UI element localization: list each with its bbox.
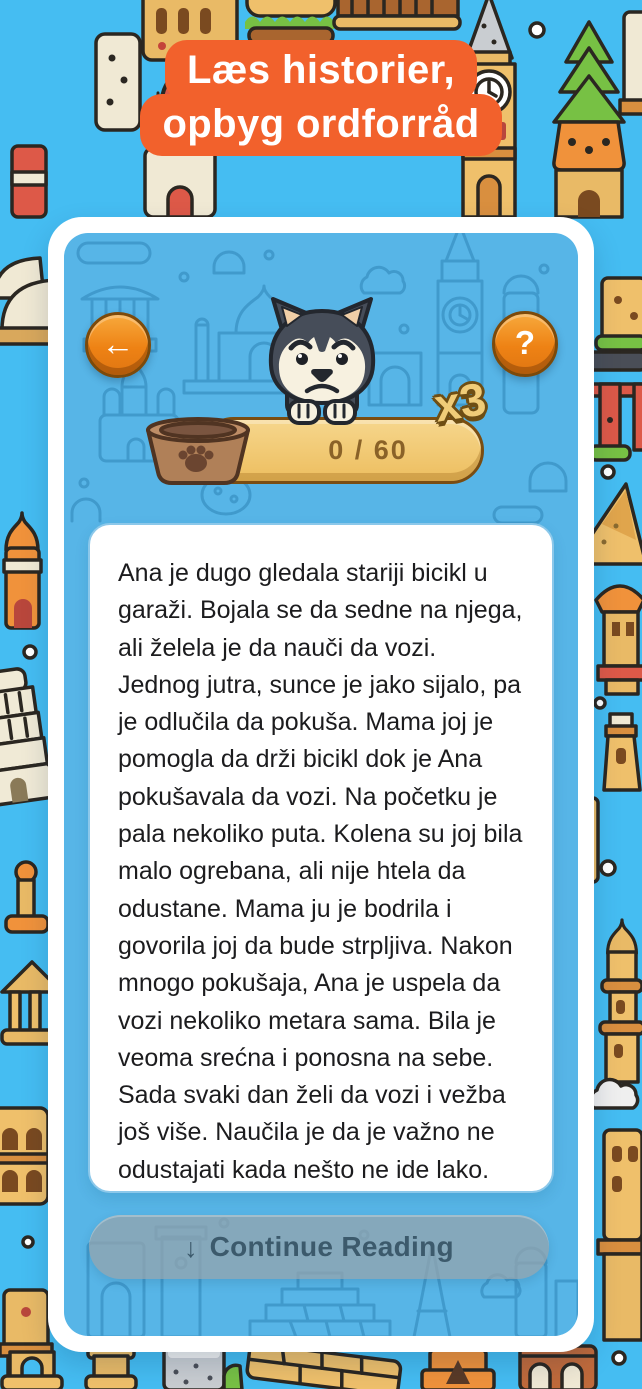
red-tower-illustration [12,146,46,217]
lighthouse-illustration [604,714,640,790]
left-minaret-illustration [4,513,41,628]
cloud-illustration [591,1080,638,1108]
back-arrow-icon: ← [101,324,135,362]
app-header [0,40,642,156]
header-title-line1: Læs historier, [165,40,477,102]
right-pagoda-illustration [596,586,642,694]
question-mark-icon: ? [514,323,536,361]
right-building-illustration [596,278,642,350]
story-card[interactable] [88,523,554,1193]
right-bottom-building-illustration [598,1130,642,1340]
ziggurat-illustration [422,1350,494,1389]
pillar-illustration [86,1348,136,1389]
pisa-tower-illustration [0,666,54,805]
story-text: Ana je dugo gledala stariji bicikl u garaži. Bojala se da sedne na njega, ali želela je da nauči da vozi. Jednog jutra, sunce je jako sijalo, pa je odlučila da pokuša. Mama joj je pomogla da drži bicikl dok je Ana pokušavala da vozi. Na početku je pala nekoliko puta. Kolena su joj bila malo ogrebana, ali nije htela da odustane. Mama ju je bodrila i govorila joj da bude strpljiva. Nakon mnogo pokušaja, Ana je uspela da vozi nekoliko metara sama. Bila je veoma srećna i ponosna na sebe. Sada svaki dan želi da vozi i vežba još više. Naučila je da je važno ne odustajati kada nešto ne ide lako. [118,559,523,1184]
continue-reading-label: Continue Reading [209,1231,454,1262]
tiered-tower-illustration [600,920,642,1082]
street-lamp-illustration [6,862,48,932]
game-card [48,217,594,1352]
multiplier-badge: x3 [430,372,490,432]
faded-ziggurat [250,1273,390,1336]
colosseum-illustration [0,1108,48,1204]
continue-reading-button[interactable] [89,1215,549,1279]
back-button[interactable] [85,312,151,378]
help-button[interactable] [492,311,558,377]
dog-bowl-icon [142,416,254,488]
husky-mascot [247,293,397,428]
down-arrow-icon: ↓ [184,1232,198,1263]
progress-count: 0 / 60 [328,435,408,465]
arch-pillar-illustration [2,1352,62,1389]
wooden-roof-illustration [334,0,460,29]
game-panel [64,233,578,1336]
maroon-arch-building-illustration [520,1346,596,1389]
header-title-line2: opbyg ordforråd [140,94,501,156]
